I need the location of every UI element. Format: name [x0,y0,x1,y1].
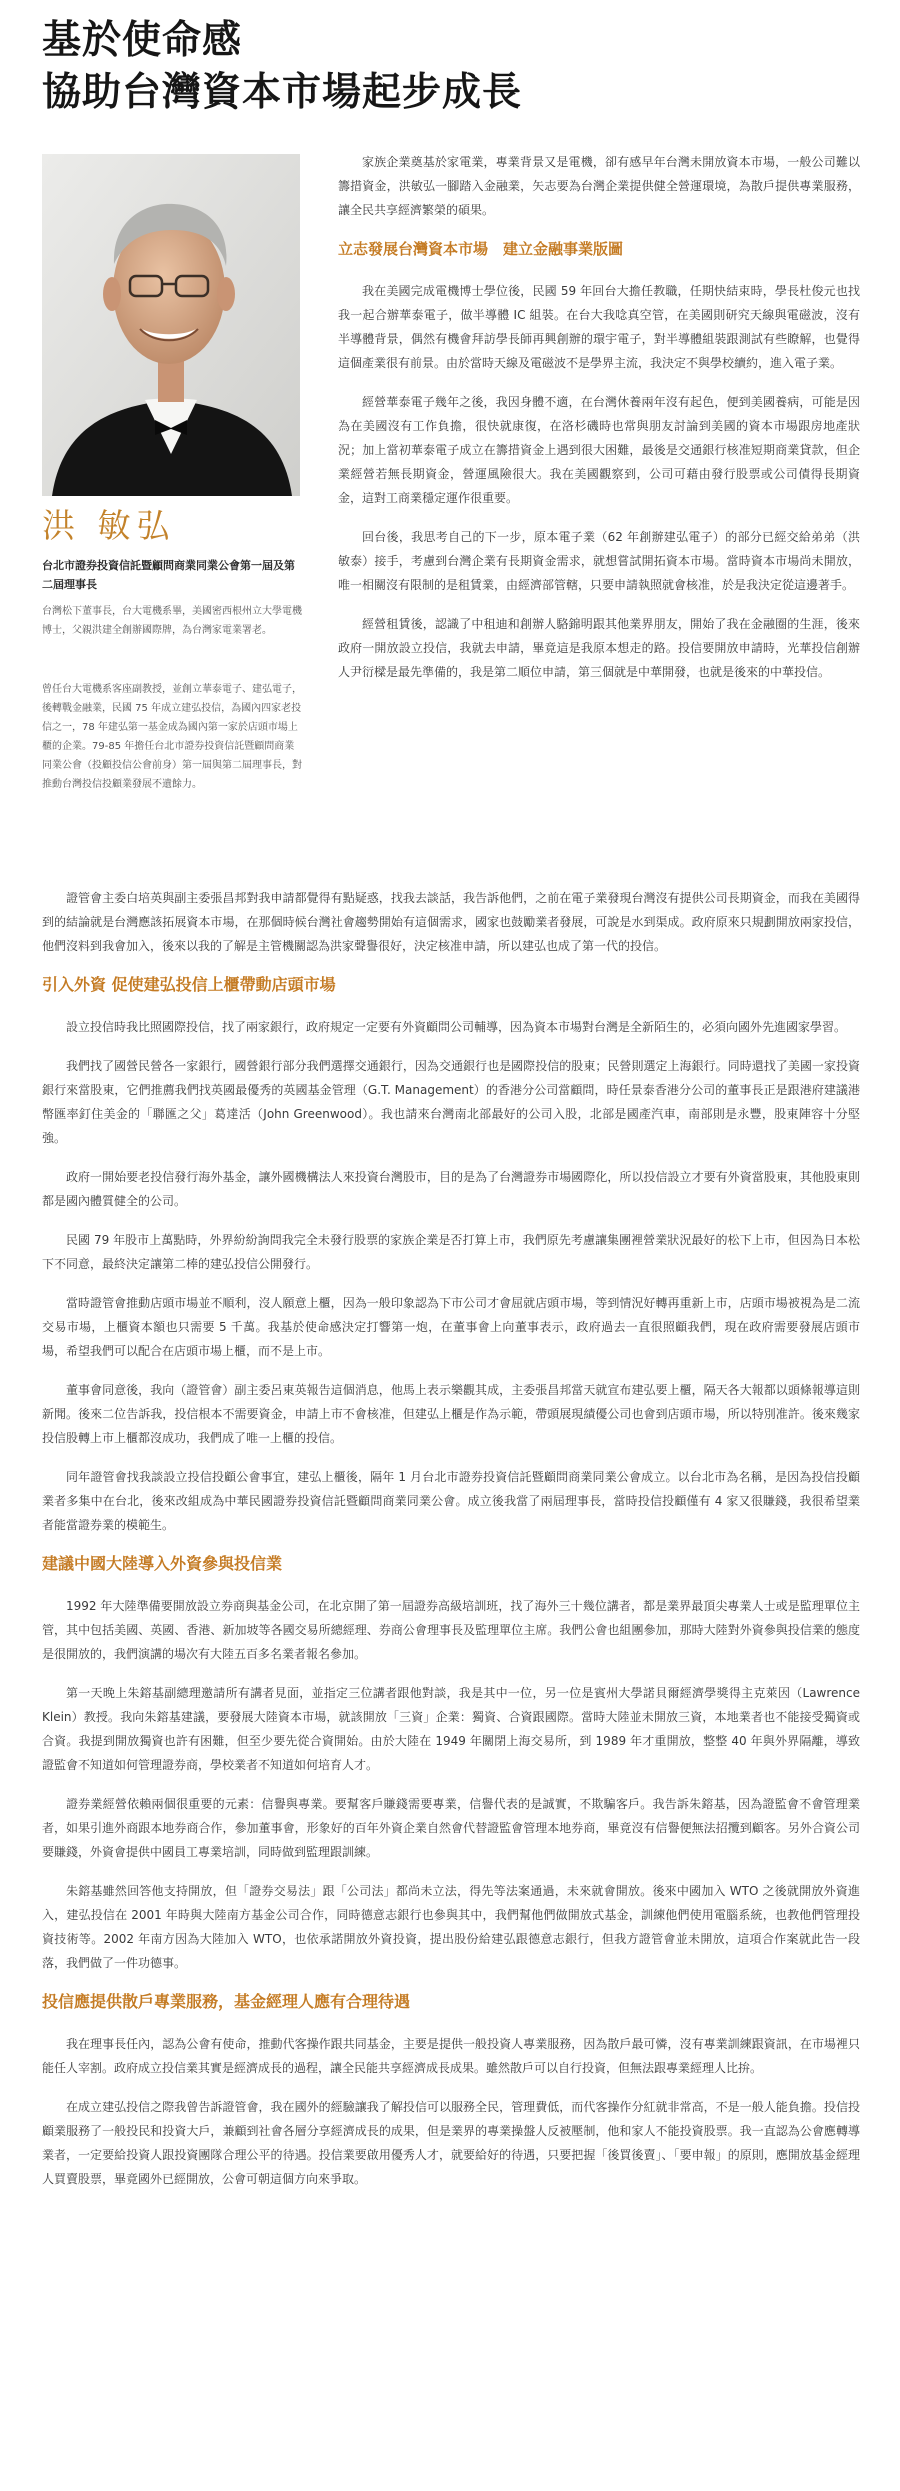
body-paragraph: 我們找了國營民營各一家銀行，國營銀行部分我們選擇交通銀行，因為交通銀行也是國際投信的股東；民營則選定上海銀行。同時還找了美國一家投資銀行來當股東，它們推薦我們找英國最優秀的英國基金管理（G.T. Management）的香港分公司當顧問，時任景泰香港分公司的董事長正是跟港府建議港幣匯率釘住美金的「聯匯之父」葛達活（John Greenwood）。我也請來台灣南北部最好的公司入股，北部是國產汽車，南部則是永豐，股東陣容十分堅強。 [42,1059,860,1145]
body-paragraph: 在成立建弘投信之際我曾告訴證管會，我在國外的經驗讓我了解投信可以服務全民，管理費低，而代客操作分紅就非常高，不是一般人能負擔。投信投顧業服務了一般投民和投資大戶，兼顧到社會各層分享經濟成長的成果，但是業界的專業操盤人反被壓制，他和家人不能投資股票。我一直認為公會應轉導業者，一定要給投資人跟投資團隊合理公平的待遇。投信業要啟用優秀人才，就要給好的待遇，只要把握「後買後賣」、「要申報」的原則，應開放基金經理人買賣股票，畢竟國外已經開放，公會可朝這個方向來爭取。 [42,2100,860,2186]
bio-paragraph: 曾任台大電機系客座副教授，並創立華泰電子、建弘電子，後轉戰金融業，民國 75 年成立建弘投信，為國內四家老投信之一，78 年建弘第一基金成為國內第一家於店頭市場上櫃的企業。79-85 年擔任台北市證券投資信託暨顧問商業同業公會（投顧投信公會前身）第一屆與第二屆理事長，對推動台灣投信投顧業發展不遺餘力。 [42,684,302,790]
body-paragraph: 我在美國完成電機博士學位後，民國 59 年回台大擔任教職，任期快結束時，學長杜俊元也找我一起合辦華泰電子，做半導體 IC 組裝。在台大我唸真空管，在美國則研究天線與電磁波，沒有半導體背景，偶然有機會拜訪學長師再興創辦的環宇電子，對半導體組裝跟測試有些瞭解，也覺得這個產業很有前景。由於當時天線及電磁波不是學界主流，我決定不與學校續約，進入電子業。 [338,284,860,370]
body-paragraph: 同年證管會找我談設立投信投顧公會事宜，建弘上櫃後，隔年 1 月台北市證券投資信託暨顧問商業同業公會成立。以台北市為名稱，是因為投信投顧業者多集中在台北，後來改組成為中華民國證券投資信託暨顧問商業同業公會。成立後我當了兩屆理事長，當時投信投顧僅有 4 家又很賺錢，我很希望業者能當證券業的模範生。 [42,1470,860,1532]
body-paragraph: 董事會同意後，我向（證管會）副主委呂東英報告這個消息，他馬上表示樂觀其成，主委張昌邦當天就宣布建弘要上櫃，隔天各大報都以頭條報導這則新聞。後來二位告訴我，投信根本不需要資金，申請上市不會核准，但建弘上櫃是作為示範，帶頭展現績優公司也會到店頭市場，所以特別准許。後來幾家投信股轉上市上櫃都沒成功，我們成了唯一上櫃的投信。 [42,1383,860,1445]
title-line-2: 協助台灣資本市場起步成長 [42,69,523,115]
body-paragraph: 證管會主委白培英與副主委張昌邦對我申請都覺得有點疑惑，找我去談話，我告訴他們，之前在電子業發現台灣沒有提供公司長期資金，而我在美國得到的結論就是台灣應該拓展資本市場，在那個時候台灣社會趨勢開始有這個需求，國家也鼓勵業者發展，可說是水到渠成。政府原來只規劃開放兩家投信，他們沒料到我會加入，後來以我的了解是主管機關認為洪家聲譽很好，決定核准申請，所以建弘也成了第一代的投信。 [42,891,860,953]
body-paragraph: 第一天晚上朱鎔基副總理邀請所有講者見面，並指定三位講者跟他對談，我是其中一位，另一位是賓州大學諾貝爾經濟學獎得主克萊因（Lawrence Klein）教授。我向朱鎔基建議，要發展大陸資本市場，就該開放「三資」企業：獨資、合資跟國際。當時大陸並未開放三資，本地業者也不能接受獨資或合資。我提到開放獨資也許有困難，但至少要先從合資開始。由於大陸在 1949 年關閉上海交易所，到 1989 年才重開放，整整 40 年與外界隔離，導致證監會不知道如何管理證券商，學校業者不知道如何培育人才。 [42,1686,860,1772]
section-heading: 建議中國大陸導入外資參與投信業 [42,1554,283,1573]
body-paragraph: 當時證管會推動店頭市場並不順利，沒人願意上櫃，因為一般印象認為下市公司才會屈就店頭市場，等到情況好轉再重新上市，店頭市場被視為是二流交易市場，上櫃資本額也只需要 5 千萬。我基於使命感決定打響第一炮，在董事會上向董事表示，政府過去一直很照顧我們，現在政府需要發展店頭市場，希望我們可以配合在店頭市場上櫃，而不是上市。 [42,1296,860,1358]
body-paragraph: 證券業經營依賴兩個很重要的元素：信譽與專業。要幫客戶賺錢需要專業，信譽代表的是誠實，不欺騙客戶。我告訴朱鎔基，因為證監會不會管理業者，如果引進外商跟本地券商合作，參加董事會，形象好的百年外資企業自然會代替證監會管理本地券商，畢竟沒有信譽便無法招攬到顧客。另外合資公司要賺錢，外資會提供中國員工專業培訓，同時做到監理跟訓練。 [42,1797,860,1859]
portrait-photo [42,154,300,496]
body-paragraph: 設立投信時我比照國際投信，找了兩家銀行，政府規定一定要有外資顧問公司輔導，因為資本市場對台灣是全新陌生的，必須向國外先進國家學習。 [66,1020,847,1034]
section-heading: 引入外資 促使建弘投信上櫃帶動店頭市場 [42,975,336,994]
body-paragraph: 政府一開始要老投信發行海外基金，讓外國機構法人來投資台灣股市，目的是為了台灣證券市場國際化，所以投信設立才要有外資當股東，其他股東則都是國內體質健全的公司。 [42,1170,860,1208]
section-heading: 投信應提供散戶專業服務，基金經理人應有合理待遇 [42,1992,411,2011]
body-paragraph: 1992 年大陸準備要開放設立券商與基金公司，在北京開了第一屆證券高級培訓班，找了海外三十幾位講者，都是業界最頂尖專業人士或是監理單位主管，其中包括美國、英國、香港、新加坡等各國交易所總經理、券商公會理事長及監理單位主席。我們公會也組團參加，那時大陸對外資參與投信業的態度是很開放的，我們演講的場次有大陸五百多名業者報名參加。 [42,1599,860,1661]
article-title [42,14,522,118]
bio-paragraph: 台灣松下董事長，台大電機系畢，美國密西根州立大學電機博士，父親洪建全創辦國際牌，為台灣家電業署老。 [42,606,302,636]
right-column [338,150,860,699]
body-paragraph: 朱鎔基雖然回答他支持開放，但「證券交易法」跟「公司法」都尚未立法，得先等法案通過，未來就會開放。後來中國加入 WTO 之後就開放外資進入，建弘投信在 2001 年時與大陸南方基金公司合作，同時德意志銀行也參與其中，我們幫他們做開放式基金，訓練他們使用電腦系統，也教他們管理投資技術等。2002 年南方因為大陸加入 WTO，也依承諾開放外資投資，提出股份給建弘跟德意志銀行，但我方證管會並未開放，這項合作案就此告一段落，我們做了一件功德事。 [42,1884,860,1970]
person-role: 台北市證券投資信託暨顧問商業同業公會第一屆及第二屆理事長 [42,559,295,591]
intro-paragraph: 家族企業奠基於家電業，專業背景又是電機，卻有感早年台灣未開放資本市場，一般公司難以籌措資金，洪敏弘一腳踏入金融業，矢志要為台灣企業提供健全營運環境，為散戶提供專業服務，讓全民共享經濟繁榮的碩果。 [338,155,860,217]
body-paragraph: 經營租賃後，認識了中租迪和創辦人駱錦明跟其他業界朋友，開始了我在金融圈的生涯，後來政府一開放設立投信，我就去申請，畢竟這是我原本想走的路。投信要開放申請時，光華投信創辦人尹衍樑是最先準備的，我是第二順位申請，第三個就是中華開發，也就是後來的中華投信。 [338,617,860,679]
body-paragraph: 民國 79 年股市上萬點時，外界紛紛詢問我完全未發行股票的家族企業是否打算上市，我們原先考慮讓集團裡營業狀況最好的松下上市，但因為日本松下不同意，最終決定讓第二棒的建弘投信公開發行。 [42,1233,860,1271]
body-paragraph: 經營華泰電子幾年之後，我因身體不適，在台灣休養兩年沒有起色，便到美國養病，可能是因為在美國沒有工作負擔，很快就康復，在洛杉磯時也常與朋友討論到美國的資本市場跟房地產狀況；加上當初華泰電子成立在籌措資金上遇到很大困難，最後是交通銀行核准短期商業貸款，但企業經營若無長期資金，營運風險很大。我在美國觀察到，公司可藉由發行股票或公司債得長期資金，這對工商業穩定運作很重要。 [338,395,860,505]
body-paragraph: 我在理事長任內，認為公會有使命，推動代客操作跟共同基金，主要是提供一般投資人專業服務，因為散戶最可憐，沒有專業訓練跟資訊，在市場裡只能任人宰割。政府成立投信業其實是經濟成長的過程，讓全民能共享經濟成長成果。雖然散戶可以自行投資，但無法跟專業經理人比拚。 [42,2037,860,2075]
full-width-column [42,886,860,2206]
section-heading: 立志發展台灣資本市場 建立金融事業版圖 [338,240,624,258]
person-name: 洪 敏弘 [42,506,176,545]
body-paragraph: 回台後，我思考自己的下一步，原本電子業（62 年創辦建弘電子）的部分已經交給弟弟（洪敏泰）接手，考慮到台灣企業有長期資金需求，就想嘗試開拓資本市場。當時資本市場尚未開放，唯一相關沒有限制的是租賃業，由經濟部管轄，只要申請執照就會核准，於是我決定從這邊著手。 [338,530,860,592]
title-line-1: 基於使命感 [42,17,243,63]
